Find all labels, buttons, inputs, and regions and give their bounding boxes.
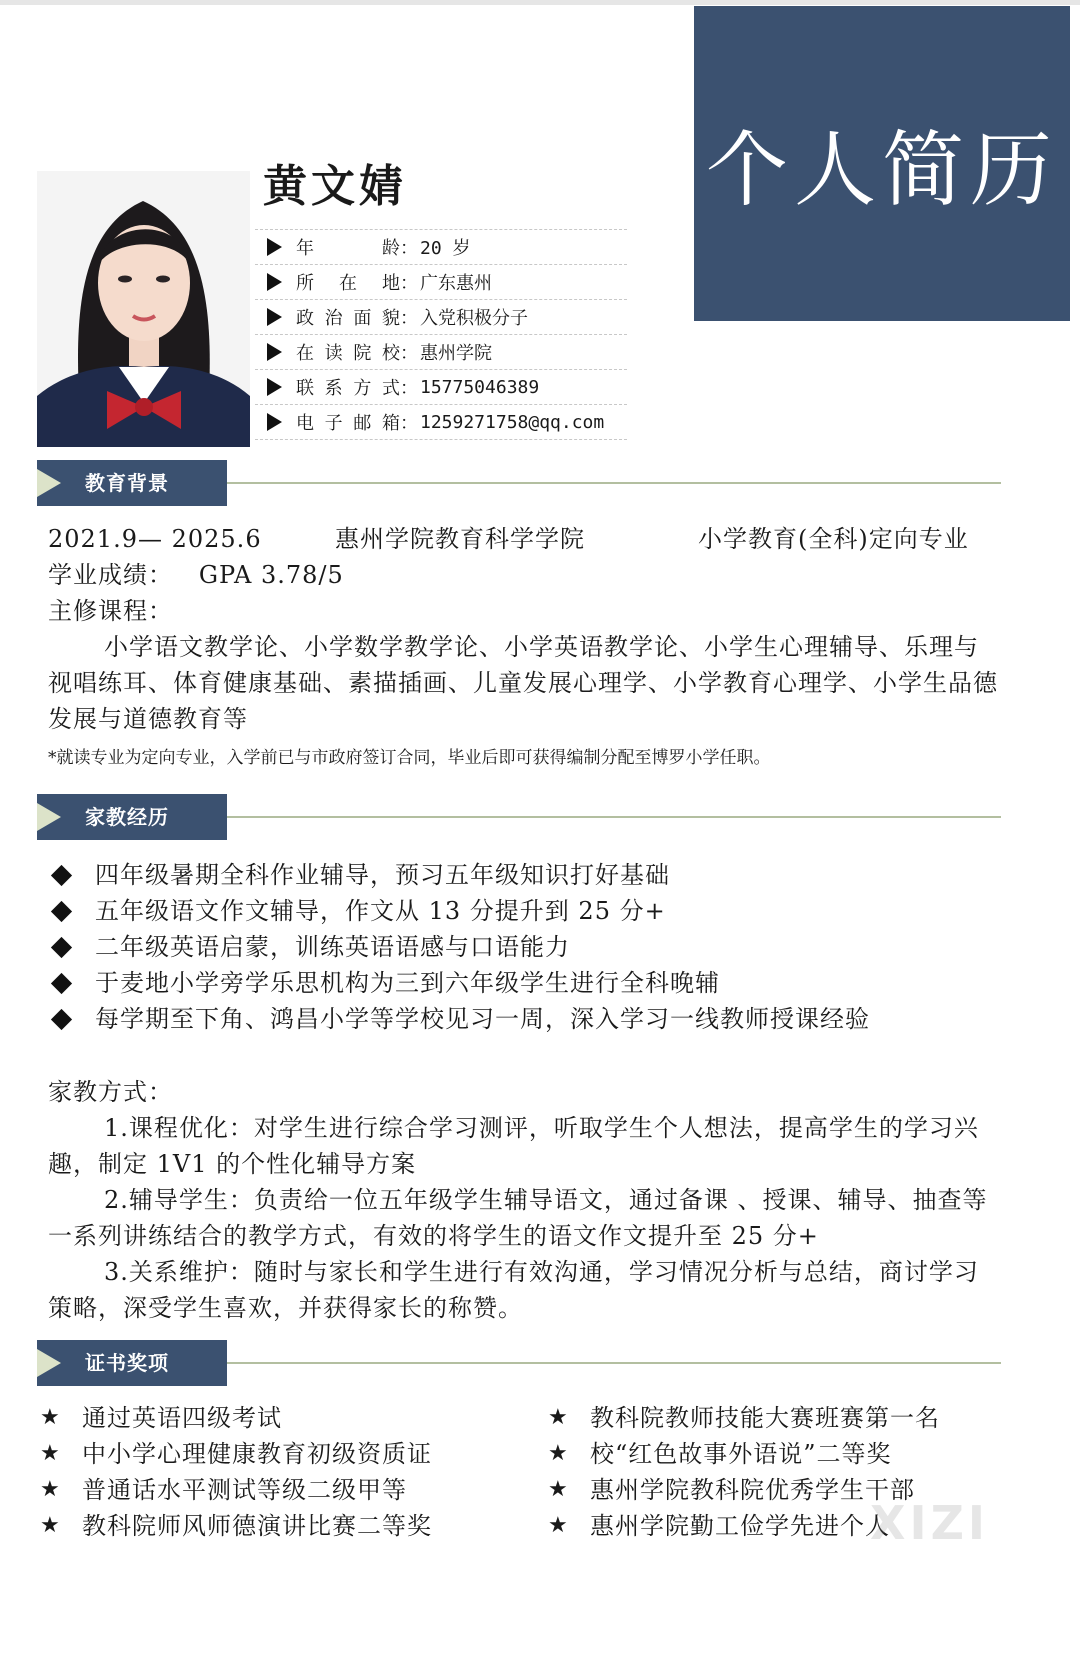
diamond-bullet-icon bbox=[51, 864, 72, 885]
award-item: ★ 通过英语四级考试 bbox=[40, 1400, 432, 1436]
tutoring-list bbox=[48, 857, 1003, 1037]
info-row-location: 所在地 ： 广东惠州 bbox=[255, 264, 627, 299]
diamond-bullet-icon bbox=[51, 972, 72, 993]
section-divider bbox=[227, 1362, 1001, 1364]
info-value: 20 岁 bbox=[420, 238, 471, 259]
list-item: 二年级英语启蒙，训练英语语感与口语能力 bbox=[48, 929, 1003, 965]
section-title: 证书奖项 bbox=[85, 1351, 169, 1375]
info-label: 所在地 bbox=[296, 273, 400, 294]
star-icon: ★ bbox=[40, 1405, 61, 1430]
awards-left-column bbox=[40, 1400, 432, 1544]
section-divider bbox=[227, 816, 1001, 818]
info-label: 联系方式 bbox=[296, 378, 400, 399]
triangle-bullet-icon bbox=[267, 343, 282, 361]
list-item: 五年级语文作文辅导，作文从 13 分提升到 25 分+ bbox=[48, 893, 1003, 929]
info-row-school: 在读院校 ： 惠州学院 bbox=[255, 334, 627, 369]
info-label: 电子邮箱 bbox=[296, 413, 400, 434]
banner-title: 个人简历 bbox=[705, 123, 1058, 218]
info-value: 入党积极分子 bbox=[420, 308, 528, 329]
section-arrow-icon bbox=[37, 803, 61, 831]
award-item: ★ 普通话水平测试等级二级甲等 bbox=[40, 1472, 432, 1508]
award-item: ★ 惠州学院教科院优秀学生干部 bbox=[548, 1472, 940, 1508]
triangle-bullet-icon bbox=[267, 378, 282, 396]
star-icon: ★ bbox=[548, 1513, 569, 1538]
method-item: 2.辅导学生：负责给一位五年级学生辅导语文，通过备课 、授课、辅导、抽查等一系列讲练结合的教学方式，有效的将学生的语文作文提升至 25 分+ bbox=[48, 1186, 988, 1250]
personal-info-list bbox=[255, 229, 627, 440]
profile-photo bbox=[37, 171, 250, 447]
list-item: 于麦地小学旁学乐思机构为三到六年级学生进行全科晚辅 bbox=[48, 965, 1003, 1001]
diamond-bullet-icon bbox=[51, 900, 72, 921]
gpa-line: 学业成绩： GPA 3.78/5 bbox=[48, 561, 344, 589]
award-item: ★ 惠州学院勤工俭学先进个人 bbox=[548, 1508, 940, 1544]
watermark: XIZI bbox=[870, 1496, 990, 1550]
info-label: 政治面貌 bbox=[296, 308, 400, 329]
section-header-tutoring bbox=[37, 794, 227, 840]
method-item: 1.课程优化：对学生进行综合学习测评，听取学生个人想法，提高学生的学习兴趣，制定 1V1 的个性化辅导方案 bbox=[48, 1114, 979, 1178]
section-title: 教育背景 bbox=[85, 471, 169, 495]
list-item: 每学期至下角、鸿昌小学等学校见习一周，深入学习一线教师授课经验 bbox=[48, 1001, 1003, 1037]
top-strip bbox=[0, 0, 1080, 5]
section-header-education bbox=[37, 460, 227, 506]
info-row-email: 电子邮箱 ： 1259271758@qq.com bbox=[255, 404, 627, 440]
phone-number: 15775046389 bbox=[420, 376, 540, 398]
education-note: *就读专业为定向专业，入学前已与市政府签订合同，毕业后即可获得编制分配至博罗小学任职。 bbox=[48, 748, 771, 768]
section-title: 家教经历 bbox=[85, 805, 169, 829]
section-divider bbox=[227, 482, 1001, 484]
section-arrow-icon bbox=[37, 469, 61, 497]
diamond-bullet-icon bbox=[51, 1008, 72, 1029]
education-major: 小学教育(全科)定向专业 bbox=[698, 525, 969, 553]
award-item: ★ 校“红色故事外语说”二等奖 bbox=[548, 1436, 940, 1472]
triangle-bullet-icon bbox=[267, 273, 282, 291]
info-value: 惠州学院 bbox=[420, 343, 492, 364]
courses-text: 小学语文教学论、小学数学教学论、小学英语教学论、小学生心理辅导、乐理与视唱练耳、体育健康基础、素描插画、儿童发展心理学、小学教育心理学、小学生品德发展与道德教育等 bbox=[48, 633, 998, 733]
star-icon: ★ bbox=[548, 1477, 569, 1502]
triangle-bullet-icon bbox=[267, 238, 282, 256]
star-icon: ★ bbox=[548, 1405, 569, 1430]
section-arrow-icon bbox=[37, 1349, 61, 1377]
info-row-age: 年龄 ： 20 岁 bbox=[255, 229, 627, 264]
methods-label: 家教方式： bbox=[48, 1078, 173, 1106]
triangle-bullet-icon bbox=[267, 413, 282, 431]
courses-label: 主修课程： bbox=[48, 597, 173, 625]
award-item: ★ 教科院师风师德演讲比赛二等奖 bbox=[40, 1508, 432, 1544]
info-label: 年龄 bbox=[296, 238, 400, 259]
info-row-political-status: 政治面貌 ： 入党积极分子 bbox=[255, 299, 627, 334]
info-label: 在读院校 bbox=[296, 343, 400, 364]
education-row bbox=[48, 521, 1003, 557]
award-item: ★ 中小学心理健康教育初级资质证 bbox=[40, 1436, 432, 1472]
education-school: 惠州学院教育科学学院 bbox=[335, 525, 585, 553]
star-icon: ★ bbox=[40, 1477, 61, 1502]
diamond-bullet-icon bbox=[51, 936, 72, 957]
triangle-bullet-icon bbox=[267, 308, 282, 326]
star-icon: ★ bbox=[40, 1441, 61, 1466]
info-value: 广东惠州 bbox=[420, 273, 492, 294]
info-row-phone: 联系方式 ： 15775046389 bbox=[255, 369, 627, 404]
method-item: 3.关系维护：随时与家长和学生进行有效沟通，学习情况分析与总结，商讨学习策略，深受学生喜欢，并获得家长的称赞。 bbox=[48, 1258, 979, 1322]
list-item: 四年级暑期全科作业辅导，预习五年级知识打好基础 bbox=[48, 857, 1003, 893]
star-icon: ★ bbox=[40, 1513, 61, 1538]
star-icon: ★ bbox=[548, 1441, 569, 1466]
email-address: 1259271758@qq.com bbox=[420, 411, 605, 433]
section-header-awards bbox=[37, 1340, 227, 1386]
resume-banner bbox=[694, 6, 1070, 321]
award-item: ★ 教科院教师技能大赛班赛第一名 bbox=[548, 1400, 940, 1436]
candidate-name: 黄文婧 bbox=[263, 161, 407, 212]
education-period: 2021.9— 2025.6 bbox=[48, 525, 262, 553]
